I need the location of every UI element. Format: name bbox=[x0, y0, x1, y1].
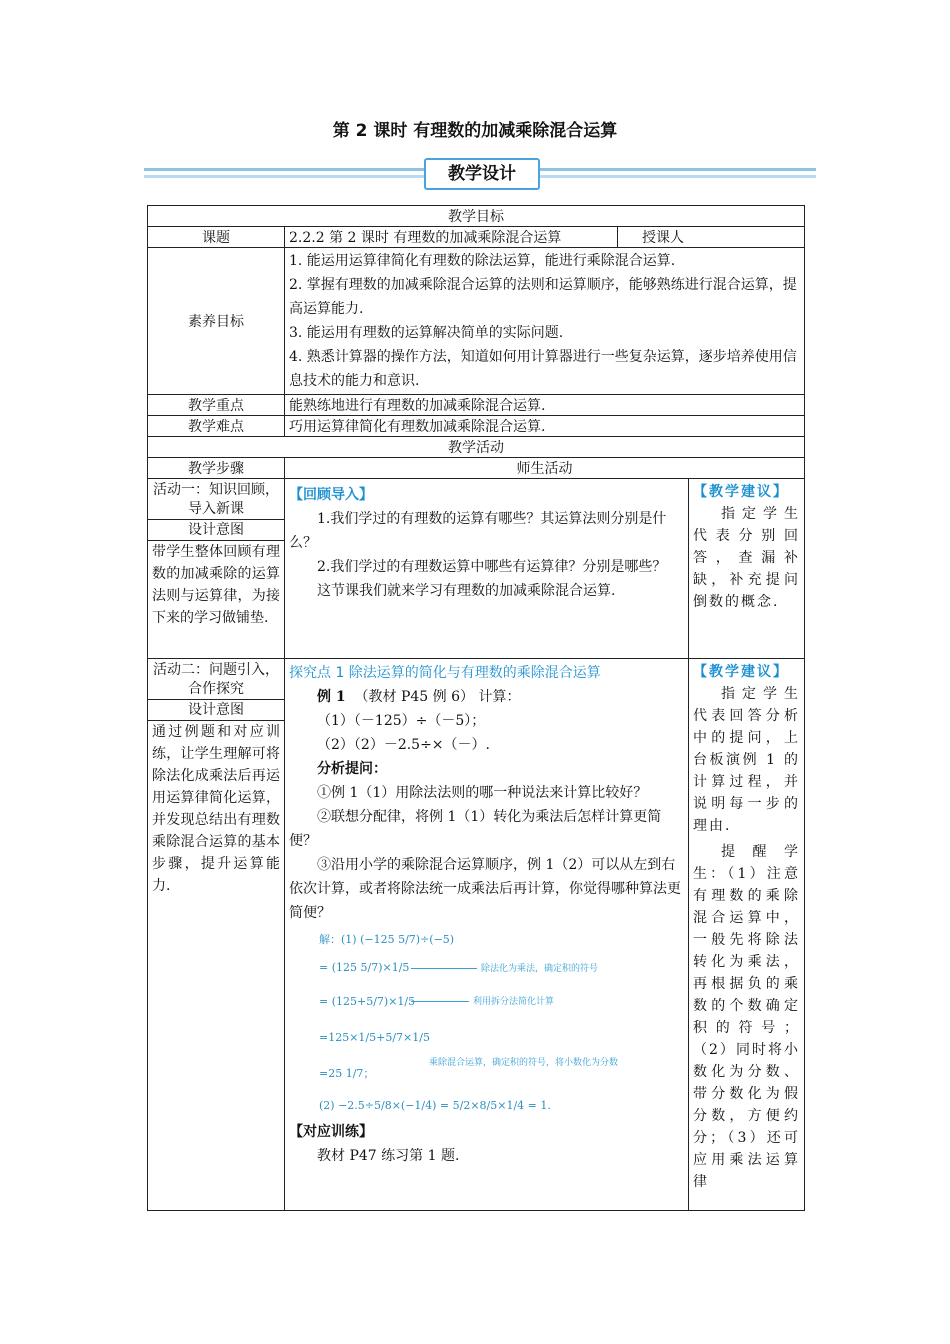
act2-example-label: 例 1 bbox=[317, 689, 346, 705]
act1-suggest: 指定学生代表分别回答，查漏补缺，补充提问倒数的概念. bbox=[693, 506, 800, 610]
practice-tag: 【对应训练】 bbox=[289, 1124, 373, 1140]
act2-q1: （1）（－125）÷（－5）； bbox=[317, 713, 486, 729]
act2-point: 探究点 1 除法运算的简化与有理数的乘除混合运算 bbox=[289, 665, 601, 681]
act2-suggest-cell bbox=[689, 659, 805, 1211]
act2-analysis: ③沿用小学的乘除混合运算顺序，例 1（2）可以从左到右依次计算，或者将除法统一成乘法后再计算，你觉得哪种算法更简便？ bbox=[289, 857, 681, 921]
literacy-content bbox=[285, 248, 805, 395]
literacy-item: 1. 能运用运算律简化有理数的除法运算，能进行乘除混合运算. bbox=[289, 253, 676, 269]
math-line: =25 1/7； bbox=[319, 1067, 375, 1080]
math-line: = (125 5/7)×1/5 bbox=[319, 961, 410, 974]
activity-column-label: 师生活动 bbox=[285, 458, 805, 479]
solution-steps bbox=[289, 925, 684, 1120]
act2-name: 活动二：问题引入，合作探究 bbox=[153, 662, 279, 697]
act1-suggest-title: 【教学建议】 bbox=[693, 484, 789, 500]
math-line: =125×1/5+5/7×1/5 bbox=[319, 1031, 430, 1044]
teacher-label: 授课人 bbox=[618, 227, 805, 248]
section-banner bbox=[144, 158, 816, 188]
math-note: 乘除混合运算，确定积的符号，将小数化为分数 bbox=[429, 1058, 619, 1068]
act2-step-cell bbox=[148, 659, 285, 1211]
act1-intent-label: 设计意图 bbox=[148, 519, 284, 541]
math-line: = (125+5/7)×1/5 bbox=[319, 995, 416, 1008]
page-title: 第 2 课时 有理数的加减乘除混合运算 bbox=[332, 121, 618, 141]
difficult-label: 教学难点 bbox=[148, 416, 285, 437]
act2-intent-label: 设计意图 bbox=[148, 699, 284, 721]
act1-intent: 带学生整体回顾有理数的加减乘除的运算法则与运算律，为接下来的学习做铺垫. bbox=[152, 544, 280, 626]
steps-label: 教学步骤 bbox=[148, 458, 285, 479]
act2-q2: （2）（2）－2.5÷×（－）. bbox=[317, 737, 490, 753]
lesson-plan-table bbox=[147, 205, 805, 1211]
act1-line: 2.我们学过的有理数运算中哪些有运算律？分别是哪些？ bbox=[317, 559, 667, 575]
act2-example-src: （教材 P45 例 6） 计算： bbox=[354, 689, 521, 705]
act2-analysis: ②联想分配律，将例 1（1）转化为乘法后怎样计算更简便？ bbox=[289, 809, 662, 849]
act2-suggest-title: 【教学建议】 bbox=[693, 664, 789, 680]
math-line: 解：(1) (−125 5/7)÷(−5) bbox=[319, 933, 455, 946]
act1-step-cell bbox=[148, 479, 285, 659]
banner-label: 教学设计 bbox=[424, 158, 540, 190]
act2-content bbox=[285, 659, 689, 1211]
literacy-item: 4. 熟悉计算器的操作方法，知道如何用计算器进行一些复杂运算，逐步培养使用信息技术的能力和意识. bbox=[289, 349, 797, 389]
topic-label: 课题 bbox=[148, 227, 285, 248]
literacy-label: 素养目标 bbox=[148, 248, 285, 395]
act2-suggest-2: 提醒学生：（1）注意有理数的乘除混合运算中，一般先将除法转化为乘法，再根据负的乘数的个数确定积的符号；（2）同时将小数化为分数、带分数化为假分数，方便约分；（3）还可应用乘法运算律 bbox=[693, 844, 800, 1190]
key-label: 教学重点 bbox=[148, 395, 285, 416]
activity-header: 教学活动 bbox=[148, 437, 805, 458]
literacy-item: 3. 能运用有理数的运算解决简单的实际问题. bbox=[289, 325, 564, 341]
practice-text: 教材 P47 练习第 1 题. bbox=[317, 1148, 460, 1164]
key-value: 能熟练地进行有理数的加减乘除混合运算. bbox=[285, 395, 805, 416]
difficult-value: 巧用运算律简化有理数加减乘除混合运算. bbox=[285, 416, 805, 437]
act1-content bbox=[285, 479, 689, 659]
topic-value: 2.2.2 第 2 课时 有理数的加减乘除混合运算 bbox=[285, 227, 618, 248]
act2-intent: 通过例题和对应训练，让学生理解可将除法化成乘法后再运用运算律简化运算，并发现总结出有理数乘除混合运算的基本步骤，提升运算能力. bbox=[152, 724, 280, 894]
act2-analysis: ①例 1（1）用除法法则的哪一种说法来计算比较好？ bbox=[317, 785, 648, 801]
act1-name: 活动一：知识回顾，导入新课 bbox=[153, 482, 279, 517]
act1-suggest-cell bbox=[689, 479, 805, 659]
act2-suggest: 指定学生代表回答分析中的提问，上台板演例 1 的计算过程，并说明每一步的理由. bbox=[693, 686, 800, 834]
math-line: (2) −2.5÷5/8×(−1/4) = 5/2×8/5×1/4 = 1. bbox=[319, 1099, 551, 1112]
objectives-header: 教学目标 bbox=[148, 206, 805, 227]
act1-tag: 【回顾导入】 bbox=[289, 487, 373, 503]
act2-analysis-label: 分析提问： bbox=[317, 761, 387, 777]
act1-line: 1.我们学过的有理数的运算有哪些？其运算法则分别是什么？ bbox=[289, 511, 667, 551]
math-note: 除法化为乘法，确定积的符号 bbox=[481, 964, 599, 974]
math-note: 利用拆分法简化计算 bbox=[473, 997, 555, 1007]
literacy-item: 2. 掌握有理数的加减乘除混合运算的法则和运算顺序，能够熟练进行混合运算，提高运算能力. bbox=[289, 277, 797, 317]
act1-line: 这节课我们就来学习有理数的加减乘除混合运算. bbox=[317, 583, 616, 599]
